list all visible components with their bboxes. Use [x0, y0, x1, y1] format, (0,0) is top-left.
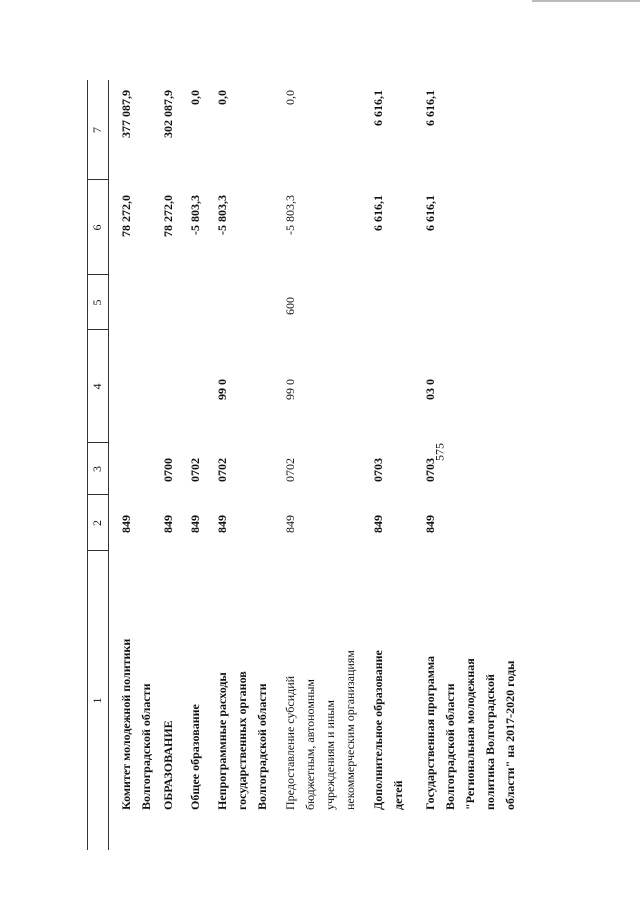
- row-7-name: Государственная программа Волгоградской области "Региональная молодежная политика Волгоградской области" на 2017-2020 годы: [423, 655, 517, 810]
- header-col-5: 5: [90, 299, 104, 306]
- row-7-col3: 0703: [423, 458, 437, 482]
- header-col-2: 2: [90, 520, 104, 526]
- row-2-col7: 302 087,9: [161, 90, 175, 138]
- row-7-col6: 6 616,1: [423, 195, 437, 231]
- row-7-col4: 03 0: [423, 379, 437, 400]
- row-1-col2: 849: [119, 515, 133, 533]
- header-col-3: 3: [90, 466, 104, 472]
- row-2-col6: 78 272,0: [161, 195, 175, 237]
- row-3-col7: 0,0: [188, 90, 202, 105]
- row-5-col5: 600: [283, 297, 297, 315]
- row-6-col2: 849: [371, 515, 385, 533]
- row-2-name: ОБРАЗОВАНИЕ: [161, 720, 175, 810]
- row-1-col6: 78 272,0: [119, 195, 133, 237]
- row-3-col3: 0702: [188, 458, 202, 482]
- row-4-name: Непрограммные расходы государственных органов Волгоградской области: [215, 671, 269, 810]
- row-1-col7: 377 087,9: [119, 90, 133, 138]
- row-3-col6: -5 803,3: [188, 195, 202, 235]
- row-4-col6: -5 803,3: [215, 195, 229, 235]
- row-6-name: Дополнительное образование детей: [371, 650, 405, 810]
- header-col-1: 1: [90, 697, 104, 704]
- row-6-col3: 0703: [371, 458, 385, 482]
- header-col-7: 7: [90, 127, 104, 133]
- table-header-border: [108, 80, 109, 850]
- row-5-col4: 99 0: [283, 379, 297, 400]
- row-5-col6: -5 803,3: [283, 195, 297, 235]
- header-col-4: 4: [90, 383, 104, 390]
- row-5-name: Предоставление субсидий бюджетным, автономным учреждениям и иным некоммерческим организациям: [283, 650, 357, 810]
- row-6-col6: 6 616,1: [371, 195, 385, 231]
- row-6-col7: 6 616,1: [371, 90, 385, 126]
- row-4-col7: 0,0: [215, 90, 229, 105]
- row-5-col7: 0,0: [283, 90, 297, 105]
- row-5-col2: 849: [283, 515, 297, 533]
- row-4-col3: 0702: [215, 458, 229, 482]
- header-col-6: 6: [90, 224, 104, 231]
- table-top-border: [87, 80, 88, 850]
- row-3-name: Общее образование: [188, 704, 202, 810]
- row-7-col7: 6 616,1: [423, 90, 437, 126]
- row-5-col3: 0702: [283, 458, 297, 482]
- row-3-col2: 849: [188, 515, 202, 533]
- row-4-col2: 849: [215, 515, 229, 533]
- row-7-col2: 849: [423, 515, 437, 533]
- row-2-col2: 849: [161, 515, 175, 533]
- row-1-name: Комитет молодежной политики Волгоградской области: [119, 638, 153, 810]
- page-number: 575: [432, 443, 447, 461]
- row-4-col4: 99 0: [215, 379, 229, 400]
- row-2-col3: 0700: [161, 458, 175, 482]
